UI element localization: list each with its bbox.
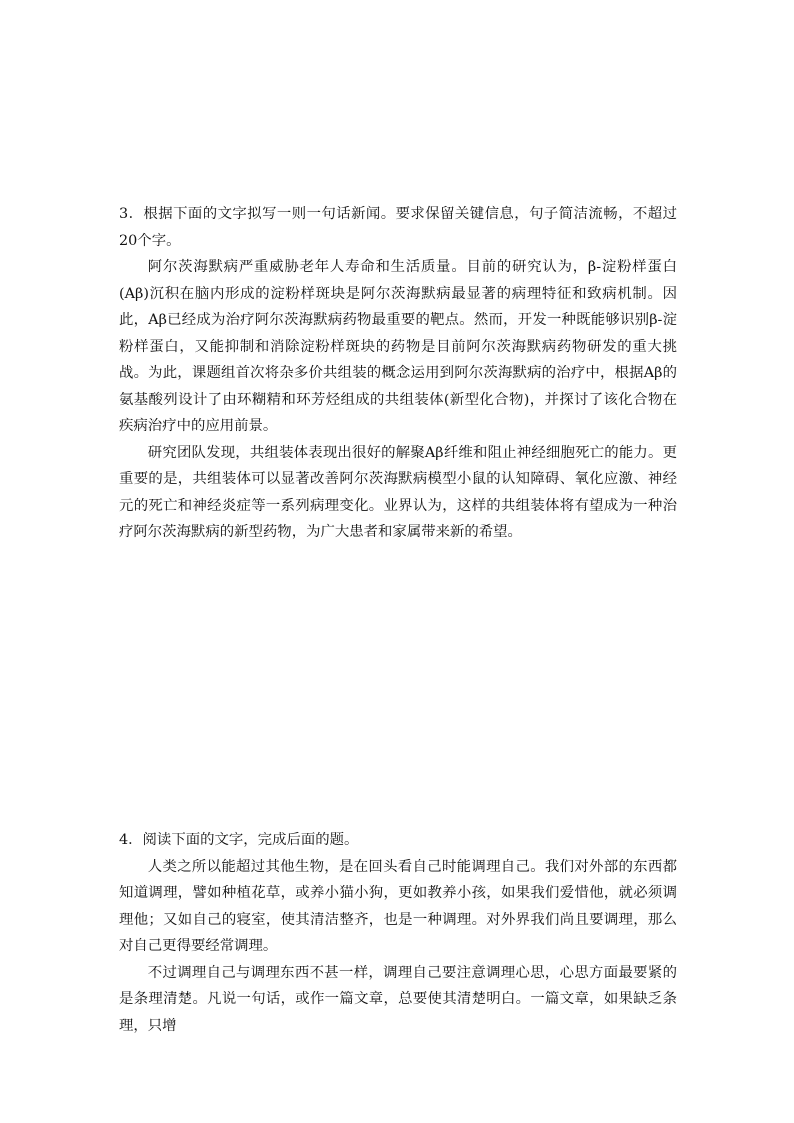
question-3-paragraph-2: 研究团队发现，共组装体表现出很好的解聚Aβ纤维和阻止神经细胞死亡的能力。更重要的是，共组装体可以显著改善阿尔茨海默病模型小鼠的认知障碍、氧化应激、神经元的死亡和神经炎症等一系列病理变化。业界认为，这样的共组装体将有望成为一种治疗阿尔茨海默病的新型药物，为广大患者和家属带来新的希望。 (119, 444, 677, 540)
question-4-paragraph-1: 人类之所以能超过其他生物，是在回头看自己时能调理自己。我们对外部的东西都知道调理，譬如种植花草，或养小猫小狗，更如教养小孩，如果我们爱惜他，就必须调理他；又如自己的寝室，使其清洁整齐，也是一种调理。对外界我们尚且要调理，那么对自己更得要经常调理。 (119, 858, 677, 954)
question-4-paragraph-2: 不过调理自己与调理东西不甚一样，调理自己要注意调理心思，心思方面最要紧的是条理清楚。凡说一句话，或作一篇文章，总要使其清楚明白。一篇文章，如果缺乏条理，只增 (119, 964, 677, 1034)
question-3 (119, 201, 677, 546)
question-3-stem: 3．根据下面的文字拟写一则一句话新闻。要求保留关键信息，句子简洁流畅，不超过20个字。 (119, 206, 677, 249)
question-4 (119, 827, 677, 1039)
question-3-paragraph-1: 阿尔茨海默病严重威胁老年人寿命和生活质量。目前的研究认为，β-淀粉样蛋白(Aβ)沉积在脑内形成的淀粉样斑块是阿尔茨海默病最显著的病理特征和致病机制。因此，Aβ已经成为治疗阿尔茨海默病药物最重要的靶点。然而，开发一种既能够识别β-淀粉样蛋白，又能抑制和消除淀粉样斑块的药物是目前阿尔茨海默病药物研发的重大挑战。为此，课题组首次将杂多价共组装的概念运用到阿尔茨海默病的治疗中，根据Aβ的氨基酸列设计了由环糊精和环芳烃组成的共组装体(新型化合物)，并探讨了该化合物在疾病治疗中的应用前景。 (119, 259, 677, 434)
question-4-stem: 4．阅读下面的文字，完成后面的题。 (119, 832, 359, 848)
